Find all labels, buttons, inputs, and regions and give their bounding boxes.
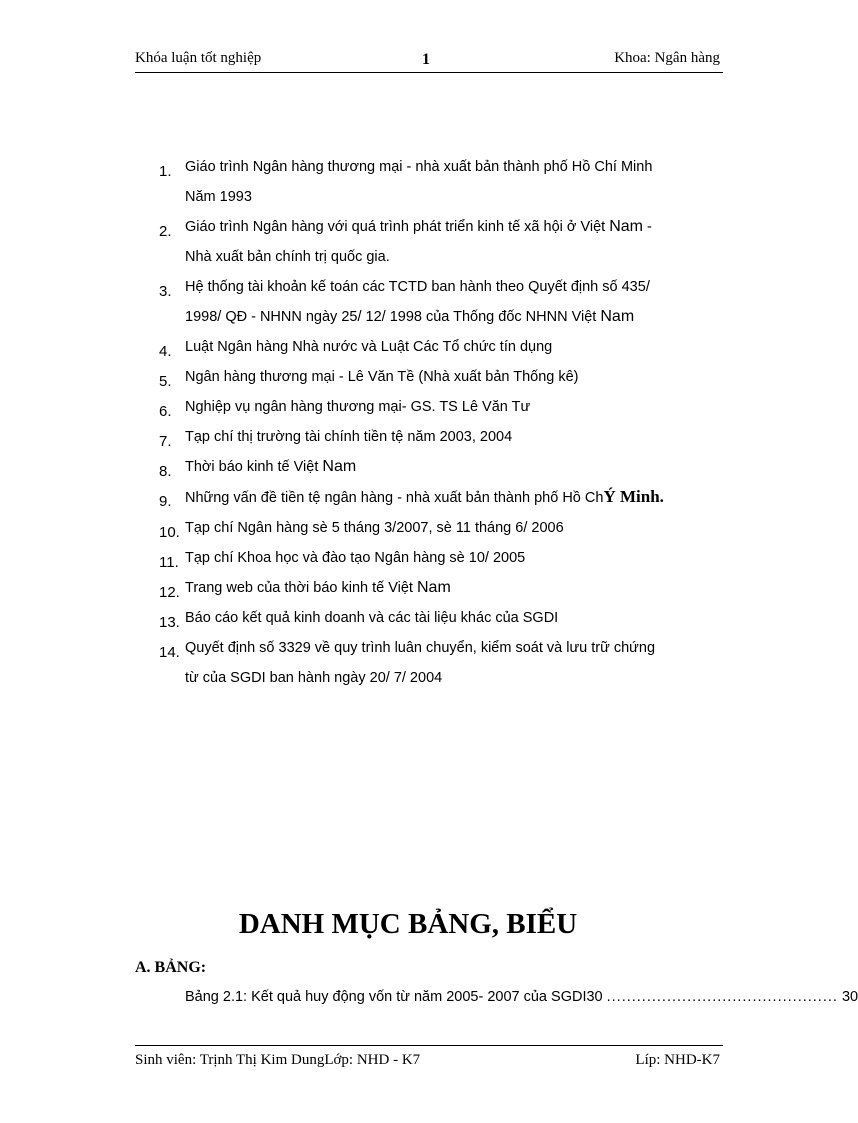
reference-text: Tạp chí thị trường tài chính tiền tệ năm 2003, 2004: [185, 429, 513, 445]
reference-text: Nam: [609, 218, 643, 235]
reference-item: [159, 573, 724, 603]
reference-number: 11.: [159, 554, 179, 571]
reference-text: Luật Ngân hàng Nhà nước và Luật Các Tổ chức tín dụng: [185, 339, 553, 355]
reference-text: Hệ thống tài khoản kế toán các TCTD ban hành theo Quyết định số 435/: [185, 279, 650, 295]
section-title: DANH MỤC BẢNG, BIỂU: [238, 908, 578, 940]
page-header: [135, 50, 720, 72]
page-number: 1: [422, 51, 430, 68]
reference-text: Ý Minh.: [603, 487, 664, 506]
toc-page-number: 30: [841, 989, 858, 1005]
footer-student-label: Sinh viên: Trịnh Thị Kim DungLớp: NHD - K7: [135, 1052, 421, 1068]
reference-number: 9.: [159, 493, 172, 510]
reference-text: -: [642, 219, 652, 235]
footer-rule: [135, 1045, 723, 1046]
reference-text: Nam: [600, 308, 635, 325]
reference-number: 14.: [159, 644, 180, 661]
reference-number: 8.: [159, 463, 172, 480]
reference-text: Những vấn đề tiền tệ ngân hàng - nhà xuất bản thành phố Hồ Ch: [185, 490, 604, 506]
reference-text: Nhà xuất bản chính trị quốc gia.: [185, 249, 390, 265]
reference-number: 4.: [159, 343, 172, 360]
reference-number: 1.: [159, 163, 172, 180]
header-faculty-label: Khoa: Ngân hàng: [614, 50, 720, 66]
reference-item: [159, 212, 724, 272]
reference-item: [159, 513, 724, 543]
reference-text: Nam: [416, 579, 451, 596]
reference-item: [159, 482, 724, 513]
reference-number: 12.: [159, 584, 180, 601]
reference-text: Tạp chí Khoa học và đào tạo Ngân hàng sè 10/ 2005: [185, 550, 526, 566]
reference-number: 10.: [159, 524, 180, 541]
reference-number: 2.: [159, 223, 172, 240]
subsection-title: A. BẢNG:: [135, 959, 207, 976]
reference-item: [159, 362, 724, 392]
toc-entry-text: Bảng 2.1: Kết quả huy động vốn từ năm 2005- 2007 của SGDI30: [185, 989, 603, 1005]
reference-item: [159, 422, 724, 452]
footer-class-label: Líp: NHD-K7: [635, 1052, 720, 1068]
reference-item: [159, 633, 724, 693]
reference-list: [159, 152, 724, 693]
reference-item: [159, 152, 724, 212]
reference-text: Tạp chí Ngân hàng sè 5 tháng 3/2007, sè 11 tháng 6/ 2006: [185, 520, 564, 536]
reference-text: Nghiệp vụ ngân hàng thương mại- GS. TS Lê Văn Tư: [185, 399, 531, 415]
reference-text: Giáo trình Ngân hàng thương mại - nhà xuất bản thành phố Hồ Chí Minh: [185, 159, 653, 175]
reference-text: Thời báo kinh tế Việt: [185, 459, 323, 475]
reference-text: Trang web của thời báo kinh tế Việt: [185, 580, 417, 596]
reference-text: Nam: [322, 458, 357, 475]
toc-entry: [185, 989, 858, 1005]
reference-item: [159, 452, 724, 482]
toc-leader-dots: ..............................................: [606, 989, 838, 1005]
reference-number: 3.: [159, 283, 172, 300]
header-rule: [135, 72, 723, 73]
reference-text: Báo cáo kết quả kinh doanh và các tài liệu khác của SGDI: [185, 610, 559, 626]
reference-item: [159, 543, 724, 573]
reference-text: Ngân hàng thương mại - Lê Văn Tề (Nhà xuất bản Thống kê): [185, 369, 579, 385]
header-course-label: Khóa luận tốt nghiệp: [135, 50, 262, 66]
reference-item: [159, 272, 724, 332]
reference-item: [159, 392, 724, 422]
reference-item: [159, 603, 724, 633]
reference-number: 5.: [159, 373, 172, 390]
reference-text: 1998/ QĐ - NHNN ngày 25/ 12/ 1998 của Thống đốc NHNN Việt: [185, 309, 601, 325]
page-footer: [135, 1052, 720, 1074]
reference-number: 13.: [159, 614, 180, 631]
reference-item: [159, 332, 724, 362]
reference-text: từ của SGDI ban hành ngày 20/ 7/ 2004: [185, 670, 443, 686]
reference-text: Năm 1993: [185, 189, 252, 205]
reference-number: 6.: [159, 403, 172, 420]
reference-number: 7.: [159, 433, 172, 450]
reference-text: Quyết định số 3329 về quy trình luân chuyển, kiểm soát và lưu trữ chứng: [185, 640, 656, 656]
reference-text: Giáo trình Ngân hàng với quá trình phát triển kinh tế xã hội ở Việt: [185, 219, 610, 235]
